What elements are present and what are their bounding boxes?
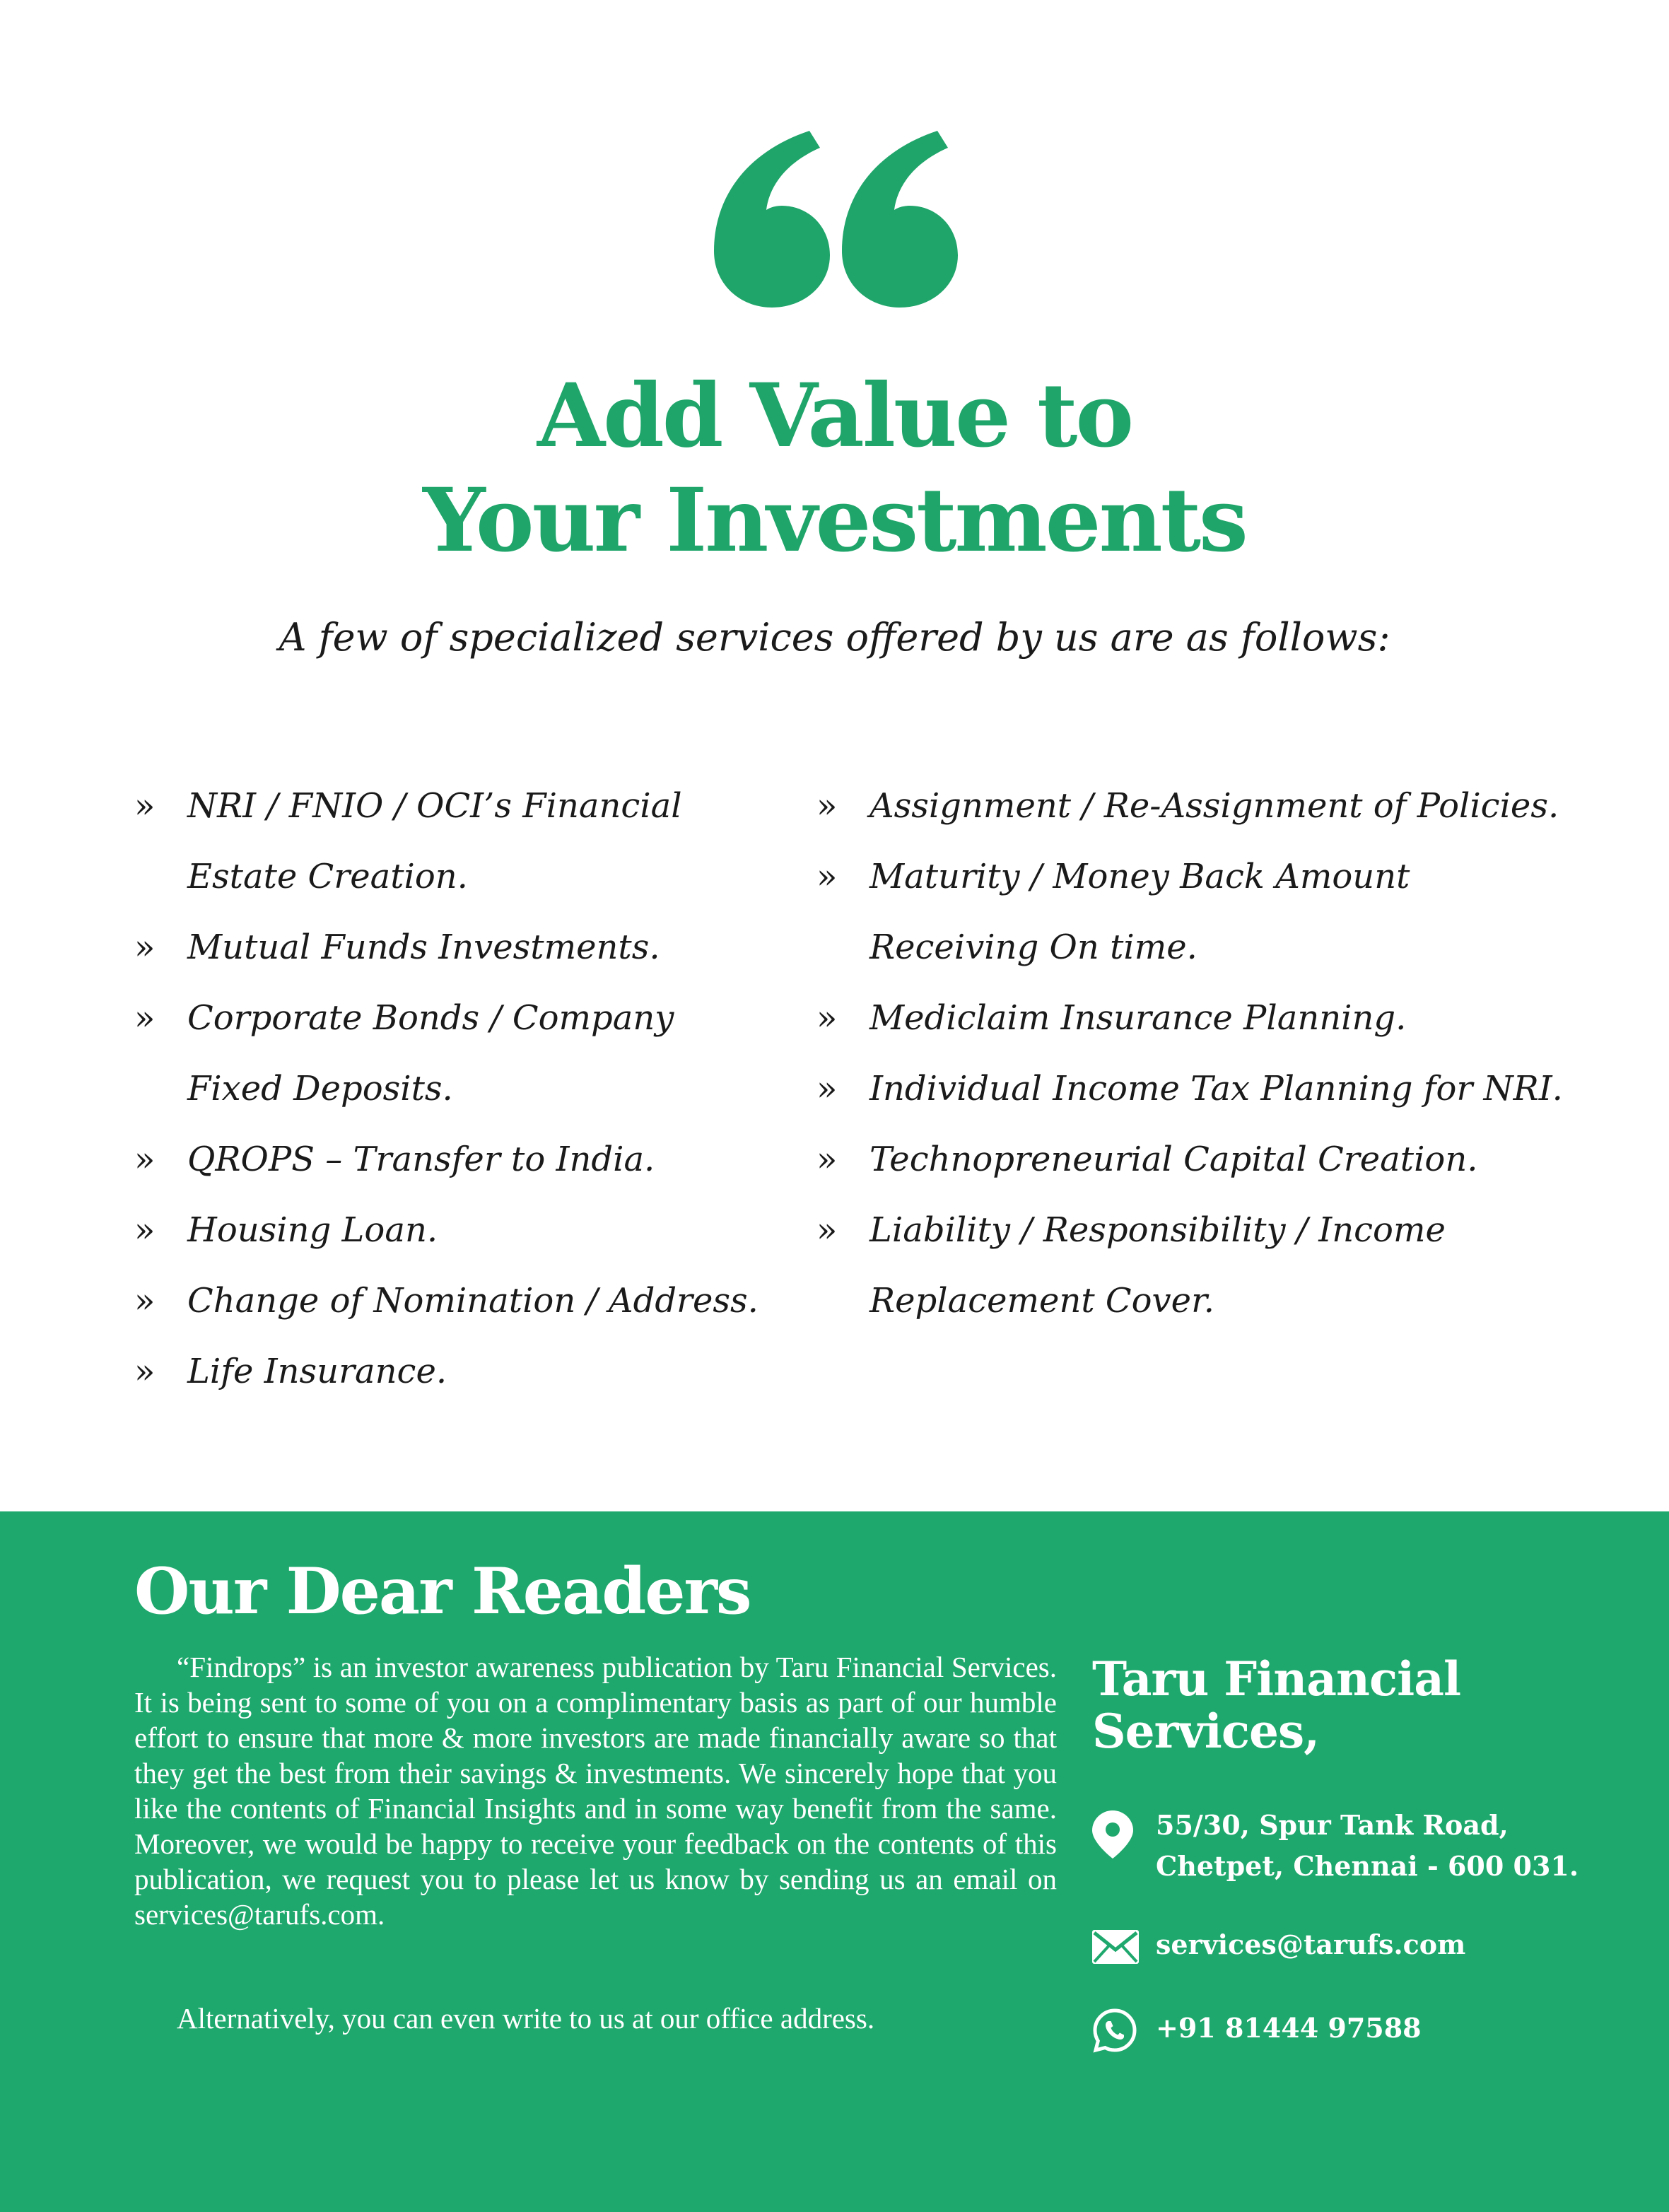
services-list-left (134, 771, 763, 1407)
list-item (134, 1124, 763, 1195)
bullet-marker: » (134, 1140, 156, 1179)
headline-line-1: Add Value to (537, 365, 1132, 467)
list-item (816, 1124, 1580, 1195)
company-name-line-1: Taru Financial (1092, 1651, 1461, 1707)
list-item (134, 771, 763, 912)
bullet-marker: » (816, 998, 838, 1038)
address-line-1: 55/30, Spur Tank Road, (1156, 1809, 1509, 1841)
service-text: Mediclaim Insurance Planning. (869, 998, 1407, 1038)
bullet-marker: » (134, 786, 156, 826)
bullet-marker: » (816, 786, 838, 826)
service-text: QROPS – Transfer to India. (187, 1140, 655, 1179)
readers-title: Our Dear Readers (134, 1554, 751, 1629)
list-item (816, 1053, 1580, 1124)
list-item (816, 1195, 1580, 1336)
bullet-marker: » (134, 998, 156, 1038)
bullet-marker: » (816, 1140, 838, 1179)
list-item (134, 1265, 763, 1336)
address-line-2: Chetpet, Chennai - 600 031. (1156, 1850, 1579, 1882)
services-intro: A few of specialized services offered by us are as follows: (279, 615, 1390, 660)
company-name (1092, 1653, 1460, 1757)
service-text: Liability / Responsibility / Income Replacement Cover. (869, 1210, 1446, 1321)
page-title (0, 364, 1669, 573)
services-list-right (816, 771, 1580, 1336)
bullet-marker: » (816, 1069, 838, 1108)
bullet-marker: » (816, 1210, 838, 1250)
mail-icon (1092, 1930, 1139, 1964)
whatsapp-icon (1092, 2008, 1137, 2053)
service-text: Maturity / Money Back Amount Receiving On time. (869, 857, 1410, 967)
readers-footer (0, 1511, 1669, 2212)
list-item (134, 912, 763, 983)
phone-number[interactable]: +91 81444 97588 (1156, 2012, 1422, 2044)
location-pin-icon (1092, 1810, 1133, 1859)
email-link[interactable]: services@tarufs.com (1156, 1929, 1466, 1960)
list-item (816, 771, 1580, 841)
service-text: Mutual Funds Investments. (187, 927, 660, 967)
bullet-marker: » (816, 857, 838, 896)
service-text: Life Insurance. (187, 1352, 447, 1391)
address-text (1156, 1805, 1579, 1887)
company-name-line-2: Services, (1092, 1704, 1320, 1759)
list-item (816, 841, 1580, 983)
double-quote-icon (714, 131, 958, 308)
service-text: Individual Income Tax Planning for NRI. (869, 1069, 1563, 1108)
list-item (134, 1195, 763, 1265)
list-item (816, 983, 1580, 1053)
readers-alternative: Alternatively, you can even write to us at our office address. (177, 2002, 875, 2035)
list-item (134, 1336, 763, 1407)
service-text: Housing Loan. (187, 1210, 438, 1250)
service-text: Change of Nomination / Address. (187, 1281, 759, 1321)
readers-paragraph: “Findrops” is an investor awareness publication by Taru Financial Services. It is being sent to some of you on a complimentary basis as part of our humble effort to ensure that more & more investors are made financially aware so that they get the best from their savings & investments. We sincerely hope that you like the contents of Financial Insights and in some way benefit from the same. Moreover, we would be happy to receive your feedback on the contents of this publication, we request you to please let us know by sending us an email on services@tarufs.com. (134, 1651, 1057, 1931)
service-text: NRI / FNIO / OCI’s Financial Estate Creation. (187, 786, 682, 896)
bullet-marker: » (134, 1281, 156, 1321)
list-item (134, 983, 763, 1124)
service-text: Technopreneurial Capital Creation. (869, 1140, 1478, 1179)
service-text: Corporate Bonds / Company Fixed Deposits. (187, 998, 674, 1108)
headline-line-2: Your Investments (423, 469, 1246, 572)
bullet-marker: » (134, 927, 156, 967)
bullet-marker: » (134, 1352, 156, 1391)
service-text: Assignment / Re-Assignment of Policies. (869, 786, 1559, 826)
bullet-marker: » (134, 1210, 156, 1250)
